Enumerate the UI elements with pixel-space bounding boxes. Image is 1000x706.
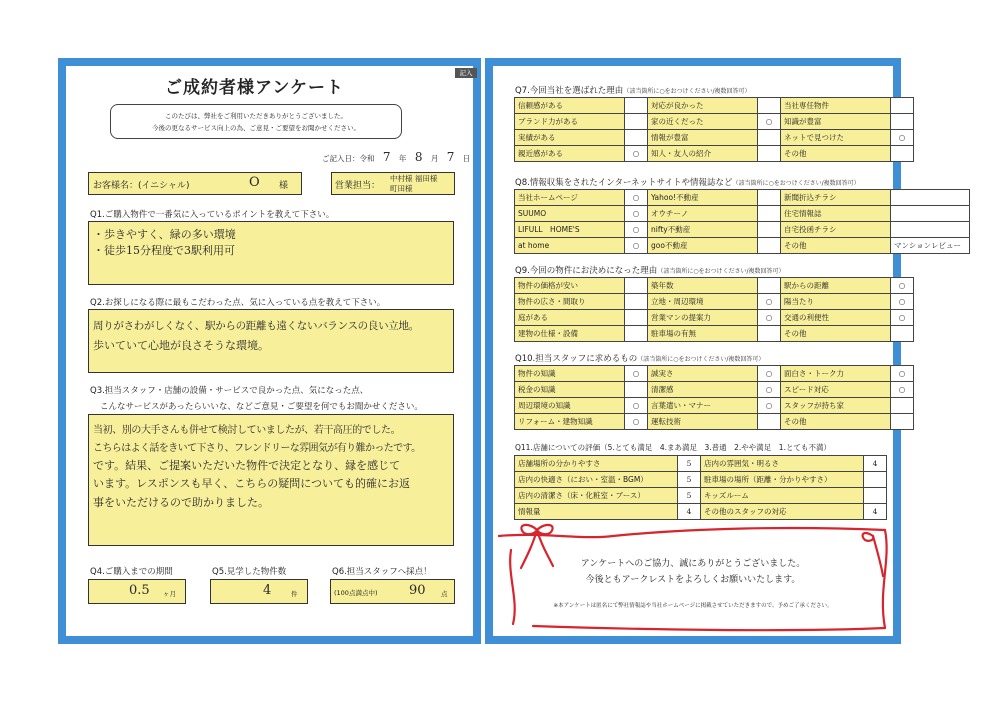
q10-option: 物件の知識	[515, 366, 625, 382]
q9-mark	[625, 310, 648, 326]
q7-option: 実績がある	[515, 130, 625, 146]
q11-item: 店内の快適さ（におい・室温・BGM）	[515, 472, 678, 488]
q4-value: 0.5	[129, 583, 150, 598]
q3-answer-line: 事をいただけるので助かりました。	[93, 496, 269, 509]
date-day: 7	[446, 150, 455, 164]
q11-score: 5	[678, 488, 701, 504]
q10-mark	[625, 382, 648, 398]
q10-mark	[758, 414, 781, 430]
q7-option: 当社専任物件	[781, 98, 891, 114]
q3-label-line-2: こんなサービスがあったらいいな、などご意見・ご要望を何でもお聞かせください。	[100, 402, 423, 412]
thanks-line-1: アンケートへのご協力、誠にありがとうございました。	[580, 559, 806, 569]
q3-answer-line: こちらはよく話をきいて下さり、フレンドリーな雰囲気が有り難かったです。	[93, 443, 421, 454]
q11-label: Q11.店舗についての評価（5.とても満足 4.まあ満足 3.普通 2.やや満足 1.とても不満）	[515, 443, 831, 452]
q8-mark	[891, 206, 970, 222]
q8-mark	[758, 222, 781, 238]
q7-table	[514, 97, 914, 162]
q7-row	[515, 146, 914, 162]
q9-option: 庭がある	[515, 310, 625, 326]
q4-label: Q4.ご購入までの期間	[90, 567, 173, 577]
q7-option: 知人・友人の紹介	[648, 146, 758, 162]
q11-score: 4	[678, 504, 701, 520]
q8-option: 自宅投函チラシ	[781, 222, 891, 238]
sales-staff-label: 営業担当：	[335, 181, 381, 191]
customer-suffix: 様	[279, 181, 289, 191]
q7-option: 情報が豊富	[648, 130, 758, 146]
q8-option: Yahoo!不動産	[648, 190, 758, 206]
q1-answer-box	[88, 221, 454, 285]
q11-row	[515, 488, 887, 504]
q8-mark: ○	[625, 190, 648, 206]
q5-unit: 件	[291, 590, 298, 598]
q7-mark	[758, 98, 781, 114]
q9-option: 立地・周辺環境	[648, 294, 758, 310]
q10-option: 清潔感	[648, 382, 758, 398]
q10-option: 税金の知識	[515, 382, 625, 398]
q6-answer-box	[330, 579, 455, 604]
q7-mark	[758, 146, 781, 162]
q9-note: （該当箇所に○をおつけください/複数回答可）	[657, 268, 785, 275]
q10-option: 周辺環境の知識	[515, 398, 625, 414]
q9-mark: ○	[758, 310, 781, 326]
q7-row	[515, 114, 914, 130]
q11-item: 駐車場の場所（距離・分かりやすさ）	[701, 472, 864, 488]
q7-option: 家の近くだった	[648, 114, 758, 130]
q2-answer-line-1: 周りがさわがしくなく、駅からの距離も遠くないバランスの良い立地。	[93, 320, 419, 332]
sales-staff-box	[331, 172, 455, 195]
customer-name-box	[88, 172, 302, 195]
q7-mark	[625, 130, 648, 146]
q11-score: 4	[864, 504, 887, 520]
date-label: ご記入日：令和	[322, 154, 375, 163]
q11-item: 店内の清潔さ（床・化粧室・ブース）	[515, 488, 678, 504]
q8-row	[515, 222, 970, 238]
q10-label: Q10.担当スタッフに求めるもの（該当箇所に○をおつけください/複数回答可）	[515, 354, 765, 364]
q8-option: 当社ホームページ	[515, 190, 625, 206]
q7-option: 親近感がある	[515, 146, 625, 162]
q8-option: その他	[781, 238, 891, 254]
q11-score: 5	[678, 472, 701, 488]
q8-mark: ○	[625, 222, 648, 238]
q6-unit: 点	[441, 590, 448, 598]
q11-row	[515, 456, 887, 472]
q10-mark: ○	[891, 382, 914, 398]
q11-score	[864, 472, 887, 488]
q3-answer-line: います。レスポンスも早く、こちらの疑問についても的確にお返	[93, 477, 411, 490]
q10-table	[514, 365, 914, 430]
q7-mark	[891, 146, 914, 162]
q4-answer-box	[88, 579, 186, 604]
q7-option: ブランド力がある	[515, 114, 625, 130]
q9-row	[515, 310, 914, 326]
q1-answer-line-2: ・徒歩15分程度で3駅利用可	[93, 244, 235, 257]
date-month: 8	[414, 150, 423, 164]
q10-option: リフォーム・建物知識	[515, 414, 625, 430]
sales-staff-value-1: 中村様 福田様	[390, 174, 438, 183]
q7-option: 信頼感がある	[515, 98, 625, 114]
q9-option: 交通の利便性	[781, 310, 891, 326]
q9-mark	[758, 278, 781, 294]
q3-answer-line: です。結果、ご提案いただいた物件で決定となり、縁を感じて	[93, 459, 401, 472]
q8-option: at home	[515, 238, 625, 254]
q11-score	[864, 488, 887, 504]
q7-mark	[891, 114, 914, 130]
q8-mark	[891, 190, 970, 206]
q6-label: Q6.担当スタッフへ採点！	[332, 567, 432, 577]
customer-value: O	[249, 175, 260, 190]
q8-mark	[758, 238, 781, 254]
q4-unit: ヶ月	[163, 590, 176, 598]
q9-mark	[891, 326, 914, 342]
intro-line-1: このたびは、弊社をご利用いただきありがとうございました。	[165, 112, 347, 120]
q9-option: 物件の広さ・間取り	[515, 294, 625, 310]
q7-option: 知識が豊富	[781, 114, 891, 130]
q1-label: Q1.ご購入物件で一番気に入っているポイントを教えて下さい。	[90, 210, 335, 220]
q11-table	[514, 455, 887, 520]
q8-mark	[758, 190, 781, 206]
q10-mark: ○	[625, 414, 648, 430]
q7-note: （該当箇所に○をおつけください/複数回答可）	[623, 88, 751, 95]
q9-option: 駐車場の有無	[648, 326, 758, 342]
q10-option: 言葉遣い・マナー	[648, 398, 758, 414]
q11-item: 情報量	[515, 504, 678, 520]
q5-label: Q5.見学した物件数	[212, 567, 287, 577]
q10-mark	[891, 398, 914, 414]
q9-mark: ○	[891, 278, 914, 294]
q2-answer-box	[88, 309, 454, 373]
q9-row	[515, 294, 914, 310]
intro-box	[110, 104, 402, 139]
q10-row	[515, 382, 914, 398]
q10-option: その他	[781, 414, 891, 430]
q10-mark	[891, 414, 914, 430]
date-day-unit: 日	[462, 154, 471, 163]
q8-mark: マンションレビュー	[891, 238, 970, 254]
q9-row	[515, 326, 914, 342]
date-month-unit: 月	[430, 154, 439, 163]
q10-note: （該当箇所に○をおつけください/複数回答可）	[637, 356, 765, 363]
q11-score: 4	[864, 456, 887, 472]
q11-item: キッズルーム	[701, 488, 864, 504]
q9-mark	[625, 326, 648, 342]
q9-option: 営業マンの提案力	[648, 310, 758, 326]
q9-row	[515, 278, 914, 294]
q7-row	[515, 98, 914, 114]
q8-mark	[891, 222, 970, 238]
q3-label-line-1: Q3.担当スタッフ・店舗の設備・サービスで良かった点、気になった点、	[90, 386, 369, 396]
q10-row	[515, 366, 914, 382]
q10-row	[515, 414, 914, 430]
q7-mark: ○	[758, 114, 781, 130]
q6-prefix: (100点満点中)	[334, 589, 378, 597]
q8-row	[515, 238, 970, 254]
q8-option: オウチーノ	[648, 206, 758, 222]
survey-title: ご成約者様アンケート	[165, 78, 344, 98]
q9-option: 物件の価格が安い	[515, 278, 625, 294]
q7-option: 対応が良かった	[648, 98, 758, 114]
q10-mark: ○	[891, 366, 914, 382]
q9-mark	[625, 278, 648, 294]
q9-option: 陽当たり	[781, 294, 891, 310]
entry-date	[322, 150, 470, 164]
q9-mark	[625, 294, 648, 310]
q8-note: （該当箇所に○をおつけください/複数回答可）	[732, 180, 860, 187]
q10-option: 誠実さ	[648, 366, 758, 382]
q9-mark: ○	[758, 294, 781, 310]
q10-option: スタッフが持ち家	[781, 398, 891, 414]
q8-label: Q8.情報収集をされたインターネットサイトや情報誌など（該当箇所に○をおつけください/複数回答可）	[515, 178, 860, 188]
q9-label: Q9.今回の物件にお決めになった理由（該当箇所に○をおつけください/複数回答可）	[515, 266, 785, 276]
q10-mark: ○	[758, 382, 781, 398]
q9-option: 駅からの距離	[781, 278, 891, 294]
q10-mark: ○	[758, 398, 781, 414]
q8-row	[515, 206, 970, 222]
date-year: 7	[382, 150, 391, 164]
q8-table	[514, 189, 970, 254]
q8-option: SUUMO	[515, 206, 625, 222]
q6-value: 90	[409, 583, 426, 598]
q2-answer-line-2: 歩いていて心地が良さそうな環境。	[93, 339, 269, 352]
q7-mark	[758, 130, 781, 146]
customer-label: お客様名：(イニシャル)	[93, 181, 190, 191]
q11-row	[515, 472, 887, 488]
q9-table	[514, 277, 914, 342]
q10-mark: ○	[625, 366, 648, 382]
thanks-line-2: 今後ともアークレストをよろしくお願いいたします。	[585, 575, 801, 585]
q7-mark: ○	[625, 146, 648, 162]
intro-line-2: 今後の更なるサービス向上の為、ご意見・ご要望をお聞かせください。	[152, 124, 360, 132]
q8-option: 住宅情報誌	[781, 206, 891, 222]
q8-row	[515, 190, 970, 206]
q7-option: ネットで見つけた	[781, 130, 891, 146]
q10-option: 運転技術	[648, 414, 758, 430]
q9-mark: ○	[891, 294, 914, 310]
q11-item: 店内の雰囲気・明るさ	[701, 456, 864, 472]
q10-option: スピード対応	[781, 382, 891, 398]
q11-item: 店舗場所の分かりやすさ	[515, 456, 678, 472]
q8-option: 新聞折込チラシ	[781, 190, 891, 206]
q3-answer-box	[88, 414, 454, 546]
q7-mark: ○	[891, 130, 914, 146]
q7-mark	[625, 114, 648, 130]
q9-option: その他	[781, 326, 891, 342]
q11-row	[515, 504, 887, 520]
q8-mark	[758, 206, 781, 222]
q9-option: 築年数	[648, 278, 758, 294]
q9-mark	[758, 326, 781, 342]
q2-label: Q2.お探しになる際に最もこだわった点、気に入っている点を教えて下さい。	[90, 298, 386, 308]
q8-option: goo不動産	[648, 238, 758, 254]
q8-option: LIFULL HOME'S	[515, 222, 625, 238]
entry-tab: 記入	[455, 68, 477, 78]
q8-option: nifty不動産	[648, 222, 758, 238]
q5-value: 4	[263, 583, 272, 598]
sales-staff-value-2: 町田様	[390, 184, 413, 193]
q9-option: 建物の仕様・設備	[515, 326, 625, 342]
q1-answer-line-1: ・歩きやすく、緑の多い環境	[93, 228, 236, 241]
q7-label: Q7.今回当社を選ばれた理由（該当箇所に○をおつけください/複数回答可）	[515, 86, 751, 96]
q7-mark	[625, 98, 648, 114]
q8-mark: ○	[625, 238, 648, 254]
footnote: ※本アンケートは匿名にて弊社情報誌や当社ホームページに掲載させていただきますので、予めご了承ください。	[553, 603, 833, 609]
q3-answer-line: 当初、別の大手さんも併せて検討していましたが、若干高圧的でした。	[93, 425, 401, 436]
q5-answer-box	[210, 579, 308, 604]
q8-mark: ○	[625, 206, 648, 222]
q11-score: 5	[678, 456, 701, 472]
q10-mark: ○	[625, 398, 648, 414]
q10-option: 面白さ・トーク力	[781, 366, 891, 382]
q11-item: その他のスタッフの対応	[701, 504, 864, 520]
q10-mark: ○	[758, 366, 781, 382]
q10-row	[515, 398, 914, 414]
q7-row	[515, 130, 914, 146]
date-year-unit: 年	[398, 154, 407, 163]
q7-option: その他	[781, 146, 891, 162]
q9-mark: ○	[891, 310, 914, 326]
q7-mark	[891, 98, 914, 114]
